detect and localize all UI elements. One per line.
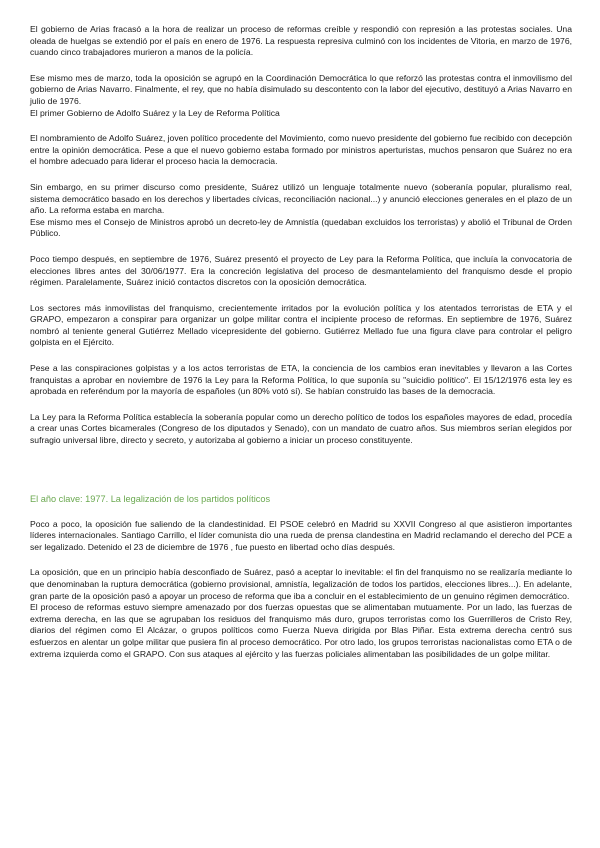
paragraph-sectores-inmovilistas: Los sectores más inmovilistas del franquismo, crecientemente irritados por la evolución política y los atentados terroristas de ETA y el GRAPO, empezaron a conspirar para organizar un golpe militar contra el incipiente proceso de reformas. En septiembre de 1976, Suárez nombró al teniente general Gutiérrez Mellado vicepresidente del gobierno. Gutiérrez Mellado fue una figura clave para controlar el peligro golpista en el Ejército. [30, 302, 572, 348]
block-coordinacion [30, 73, 572, 119]
block-oposicion [30, 567, 572, 660]
paragraph-soberania-popular: La Ley para la Reforma Política establecía la soberanía popular como un derecho político de todos los españoles mayores de edad, procedía a crear unas Cortes bicamerales (Congreso de los diputados y Senado), con un mandato de cuatro años. Sus miembros serían elegidos por sufragio universal libre, directo y secreto, y autorizaba al gobierno a iniciar un proceso constituyente. [30, 411, 572, 446]
paragraph-nombramiento-suarez: El nombramiento de Adolfo Suárez, joven político procedente del Movimiento, como nuevo presidente del gobierno fue recibido con decepción entre la opinión democrática. Pese a que el nuevo gobierno estaba formado por ministros aperturistas, muchos pensaron que Suárez no era el hombre adecuado para liderar el proceso hacia la democracia. [30, 133, 572, 167]
section-heading-1977: El año clave: 1977. La legalización de los partidos políticos [30, 493, 271, 504]
subheading-primer-gobierno-suarez: El primer Gobierno de Adolfo Suárez y la Ley de Reforma Política [30, 107, 280, 118]
paragraph-primer-discurso: Sin embargo, en su primer discurso como presidente, Suárez utilizó un lenguaje totalmente nuevo (soberanía popular, pluralismo real, sistema democrático basado en los derechos y libertades cívicas, reconciliación nacional...) y anunció elecciones generales en el plazo de un año. La reforma estaba en marcha. [30, 181, 572, 216]
paragraph-clandestinidad: Poco a poco, la oposición fue saliendo de la clandestinidad. El PSOE celebró en Madrid su XXVII Congreso al que asistieron importantes líderes internacionales. Santiago Carrillo, el líder comunista dio una rueda de prensa clandestina en Madrid reclamando el derecho del PCE a ser legalizado. Detenido el 23 de diciembre de 1976 , fue puesto en libertad ocho días después. [30, 518, 572, 552]
paragraph-oposicion-reforma: La oposición, que en un principio había desconfiado de Suárez, pasó a aceptar lo inevitable: el fin del franquismo no se realizaría mediante lo que denominaban la ruptura democrática (gobierno provisional, amnistía, legalización de todos los partidos, elecciones libres...). En adelante, gran parte de la oposición pasó a apoyar un proceso de reforma que iba a concluir en el establecimiento de un genuino régimen democrático. [30, 567, 572, 601]
paragraph-coordinacion-democratica: Ese mismo mes de marzo, toda la oposición se agrupó en la Coordinación Democrática lo que reforzó las protestas contra el inmovilismo del gobierno de Arias Navarro. Finalmente, el rey, que no había disimulado su descontento con la labor del ejecutivo, destituyó a Arias Navarro en julio de 1976. [30, 72, 572, 106]
paragraph-conspiraciones: Pese a las conspiraciones golpistas y a los actos terroristas de ETA, la conciencia de los cambios eran inevitables y llevaron a las Cortes franquistas a aprobar en noviembre de 1976 la Ley para la Reforma Política, lo que suponía su "suicidio político". El 15/12/1976 esta ley es aprobada en referéndum por la mayoría de españoles (un 80% votó sí). Se habían construido las bases de la democracia. [30, 363, 572, 397]
paragraph-arias-failure: El gobierno de Arias fracasó a la hora de realizar un proceso de reformas creíble y respondió con represión a las protestas sociales. Una oleada de huelgas se extendió por el país en enero de 1976. La respuesta represiva culminó con los incidentes de Vitoria, en marzo de 1976, cuando cinco trabajadores murieron a manos de la policía. [30, 24, 572, 58]
paragraph-ley-reforma-proyecto: Poco tiempo después, en septiembre de 1976, Suárez presentó el proyecto de Ley para la Reforma Política, que incluía la convocatoria de elecciones libres antes del 30/06/1977. Era la concreción legislativa del proceso de desmantelamiento del franquismo desde el propio régimen. Paralelamente, Suárez inició contactos discretos con la oposición democrática. [30, 253, 572, 288]
paragraph-amnistia: Ese mismo mes el Consejo de Ministros aprobó un decreto-ley de Amnistía (quedaban excluidos los terroristas) y abolió el Tribunal de Orden Público. [30, 216, 572, 239]
block-discurso [30, 182, 572, 240]
paragraph-fuerzas-opuestas: El proceso de reformas estuvo siempre amenazado por dos fuerzas opuestas que se alimentaban mutuamente. Por un lado, las fuerzas de extrema derecha, en las que se agrupaban los residuos del franquismo más duro, grupos terroristas como los Guerrilleros de Cristo Rey, diarios del régimen como El Alcázar, o grupos políticos como Fuerza Nueva dirigida por Blas Piñar. Esta extrema derecha centró sus esfuerzos en alentar un golpe militar que pusiera fin al proceso democrático. Por otro lado, los grupos terroristas nacionalistas como ETA o de extrema izquierda como el GRAPO. Con sus ataques al ejército y las fuerzas policiales alimentaban las posibilidades de un golpe militar. [30, 602, 572, 659]
document-page [30, 24, 572, 674]
